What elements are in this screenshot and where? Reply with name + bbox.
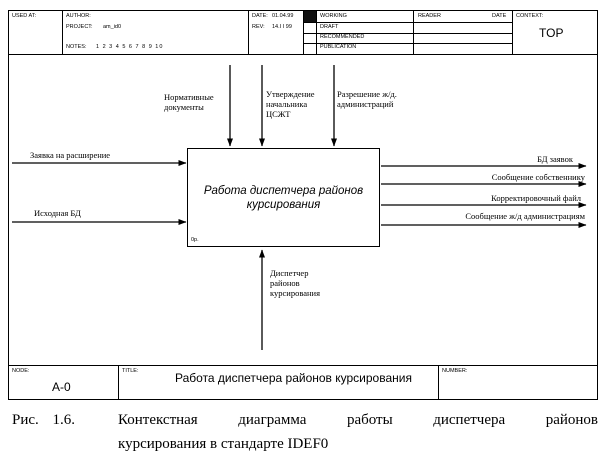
footer-title-value: Работа диспетчера районов курсирования	[175, 371, 412, 385]
mechanism-label: Диспетчер районов курсирования	[270, 268, 321, 298]
caption-line-2: курсирования в стандарте IDEF0	[118, 436, 329, 452]
notes-label: NOTES:	[66, 44, 87, 50]
input-label-2: Исходная БД	[34, 208, 81, 218]
control-label-3: Разрешение ж/д. администраций	[337, 89, 397, 109]
project-value: am_id0	[103, 24, 122, 30]
reader-label: READER	[418, 13, 441, 19]
control-label-1: Нормативные документы	[164, 92, 214, 112]
context-value: TOP	[539, 26, 564, 40]
footer-divider-node	[118, 365, 119, 400]
author-label: AUTHOR:	[66, 13, 91, 19]
reader-date-label: DATE	[492, 13, 507, 19]
node-value: A-0	[52, 380, 71, 394]
status-recommended: RECOMMENDED	[320, 34, 365, 40]
function-box-number: 0р.	[191, 236, 199, 243]
status-working: WORKING	[320, 13, 347, 19]
context-label: CONTEXT:	[516, 13, 544, 19]
number-label: NUMBER:	[442, 368, 468, 374]
node-label: NODE:	[12, 368, 30, 374]
footer-top-border	[8, 365, 598, 366]
footer-divider-title	[438, 365, 439, 400]
function-box[interactable]	[187, 148, 380, 247]
output-label-3: Корректировочный файл	[491, 193, 581, 203]
rev-value: 14.I I 99	[272, 24, 292, 30]
control-label-2: Утверждение начальника ЦСЖТ	[266, 89, 315, 119]
caption-line-1: Контекстная диаграмма работы диспетчера районов	[118, 412, 598, 428]
function-box-title: Работа диспетчера районов курсирования	[203, 185, 364, 211]
date-label: DATE:	[252, 13, 268, 19]
caption-figure-label: Рис. 1.6.	[12, 412, 76, 428]
output-label-2: Сообщение собственнику	[491, 172, 585, 182]
status-draft: DRAFT	[320, 24, 339, 30]
used-at-label: USED AT:	[12, 13, 37, 19]
status-publication: PUBLICATION	[320, 44, 357, 50]
rev-label: REV:	[252, 24, 265, 30]
input-label-1: Заявка на расширение	[30, 150, 111, 160]
date-value: 01.04.99	[272, 13, 294, 19]
title-label: TITLE:	[122, 368, 139, 374]
output-label-1: БД заявок	[537, 154, 573, 164]
notes-value: 1 2 3 4 5 6 7 8 9 10	[96, 44, 164, 50]
output-label-4: Сообщение ж/д администрациям	[465, 211, 585, 221]
project-label: PROJECT:	[66, 24, 93, 30]
